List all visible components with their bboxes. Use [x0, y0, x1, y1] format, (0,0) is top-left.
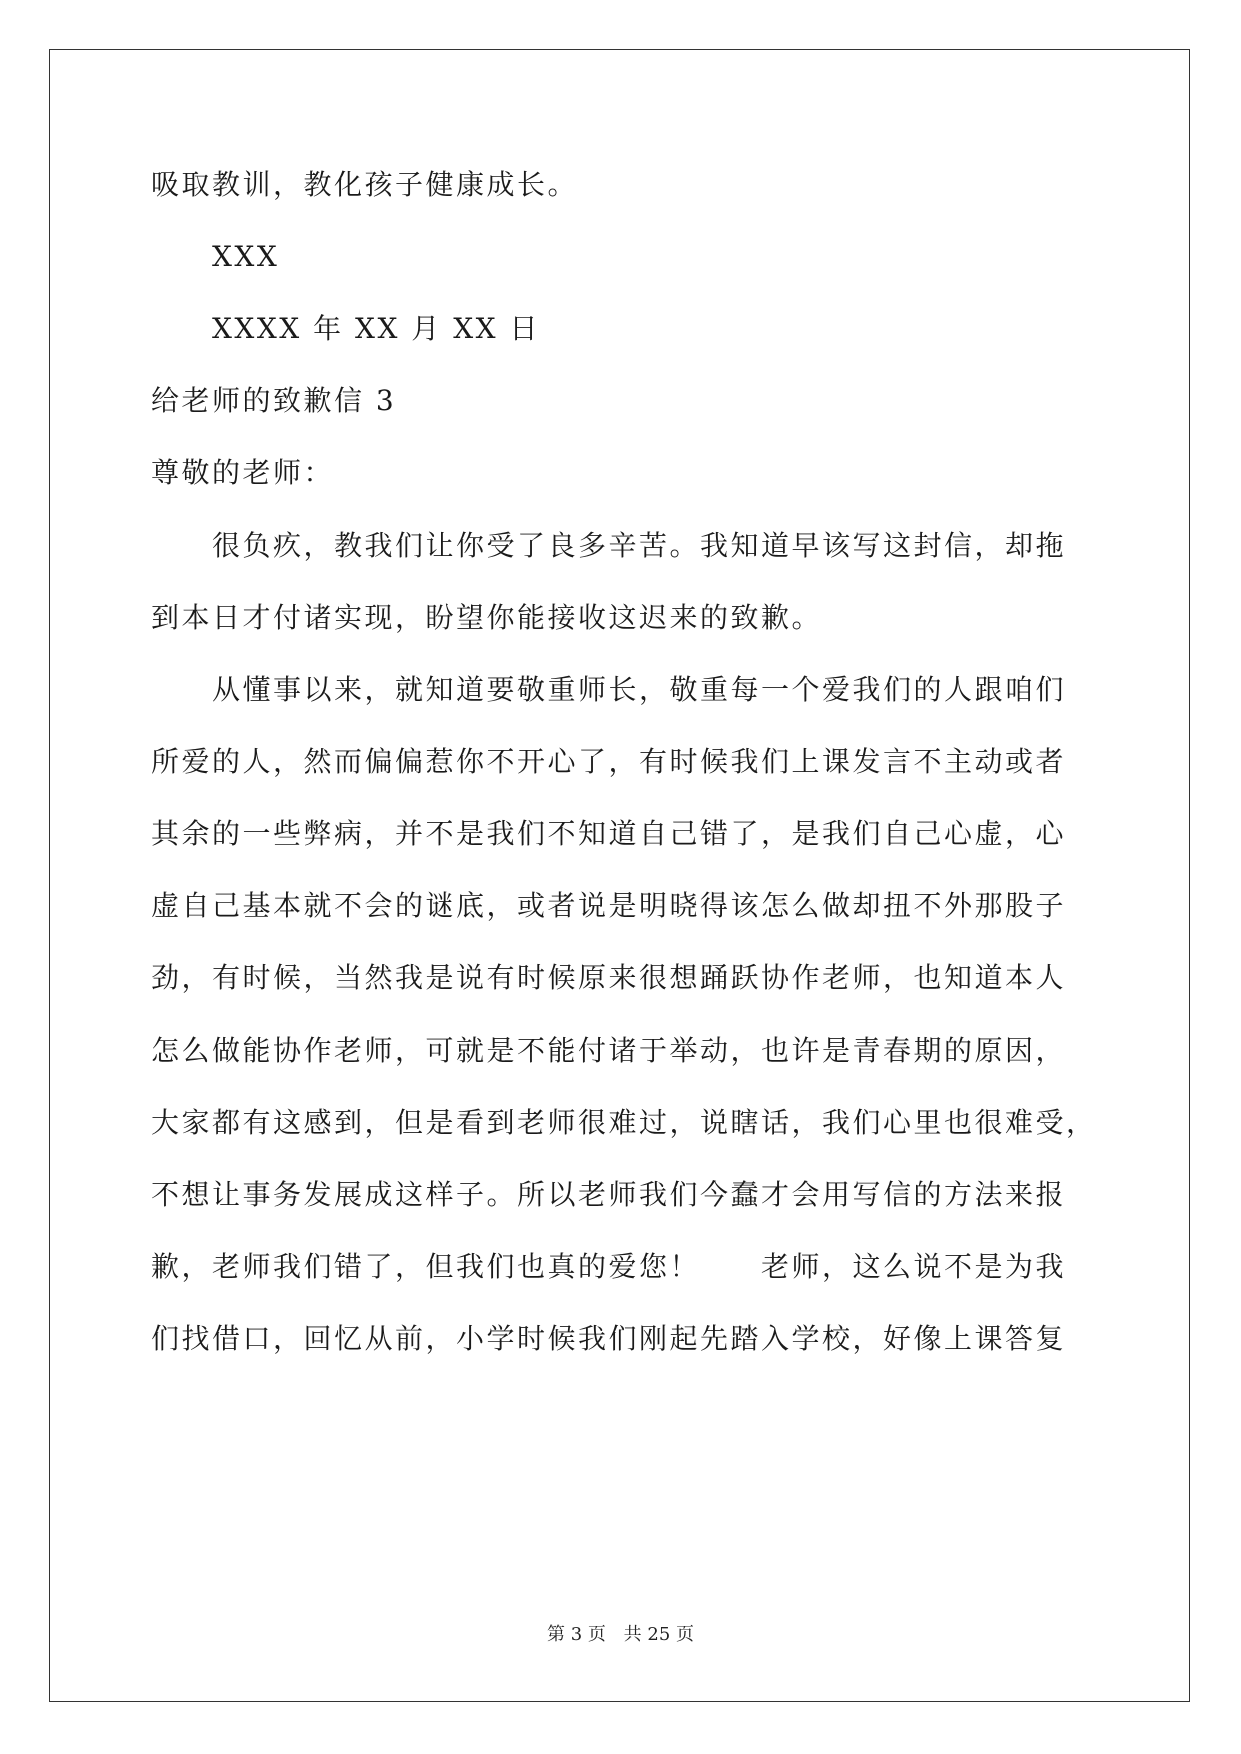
text-line: 吸取教训，教化孩子健康成长。 — [151, 168, 579, 201]
text-line: 从懂事以来，就知道要敬重师长，敬重每一个爱我们的人跟咱们 — [212, 673, 1067, 706]
section-title: 给老师的致歉信 3 — [151, 384, 397, 417]
text-line: 劲，有时候，当然我是说有时候原来很想踊跃协作老师，也知道本人 — [151, 961, 1067, 994]
page-number: 第 3 页 — [547, 1624, 606, 1645]
signature-name: XXX — [212, 240, 280, 273]
text-line: 不想让事务发展成这样子。所以老师我们今蠢才会用写信的方法来报 — [151, 1178, 1067, 1211]
page-footer — [0, 1620, 1241, 1646]
page-border — [49, 49, 1190, 1702]
salutation: 尊敬的老师： — [151, 456, 335, 489]
signature-date: XXXX 年 XX 月 XX 日 — [212, 312, 540, 345]
text-line: 大家都有这感到，但是看到老师很难过，说瞎话，我们心里也很难受， — [151, 1106, 1097, 1139]
text-line: 怎么做能协作老师，可就是不能付诸于举动，也许是青春期的原因， — [151, 1034, 1067, 1067]
text-line: 所爱的人，然而偏偏惹你不开心了，有时候我们上课发言不主动或者 — [151, 745, 1067, 778]
text-line: 们找借口，回忆从前，小学时候我们刚起先踏入学校，好像上课答复 — [151, 1322, 1067, 1355]
text-line: 到本日才付诸实现，盼望你能接收这迟来的致歉。 — [151, 601, 823, 634]
text-line: 很负疚，教我们让你受了良多辛苦。我知道早该写这封信，却拖 — [212, 529, 1067, 562]
page-total: 共 25 页 — [623, 1624, 694, 1645]
text-line: 歉，老师我们错了，但我们也真的爱您！ 老师，这么说不是为我 — [151, 1250, 1067, 1283]
text-line: 其余的一些弊病，并不是我们不知道自己错了，是我们自己心虚，心 — [151, 817, 1067, 850]
text-line: 虚自己基本就不会的谜底，或者说是明晓得该怎么做却扭不外那股子 — [151, 889, 1067, 922]
